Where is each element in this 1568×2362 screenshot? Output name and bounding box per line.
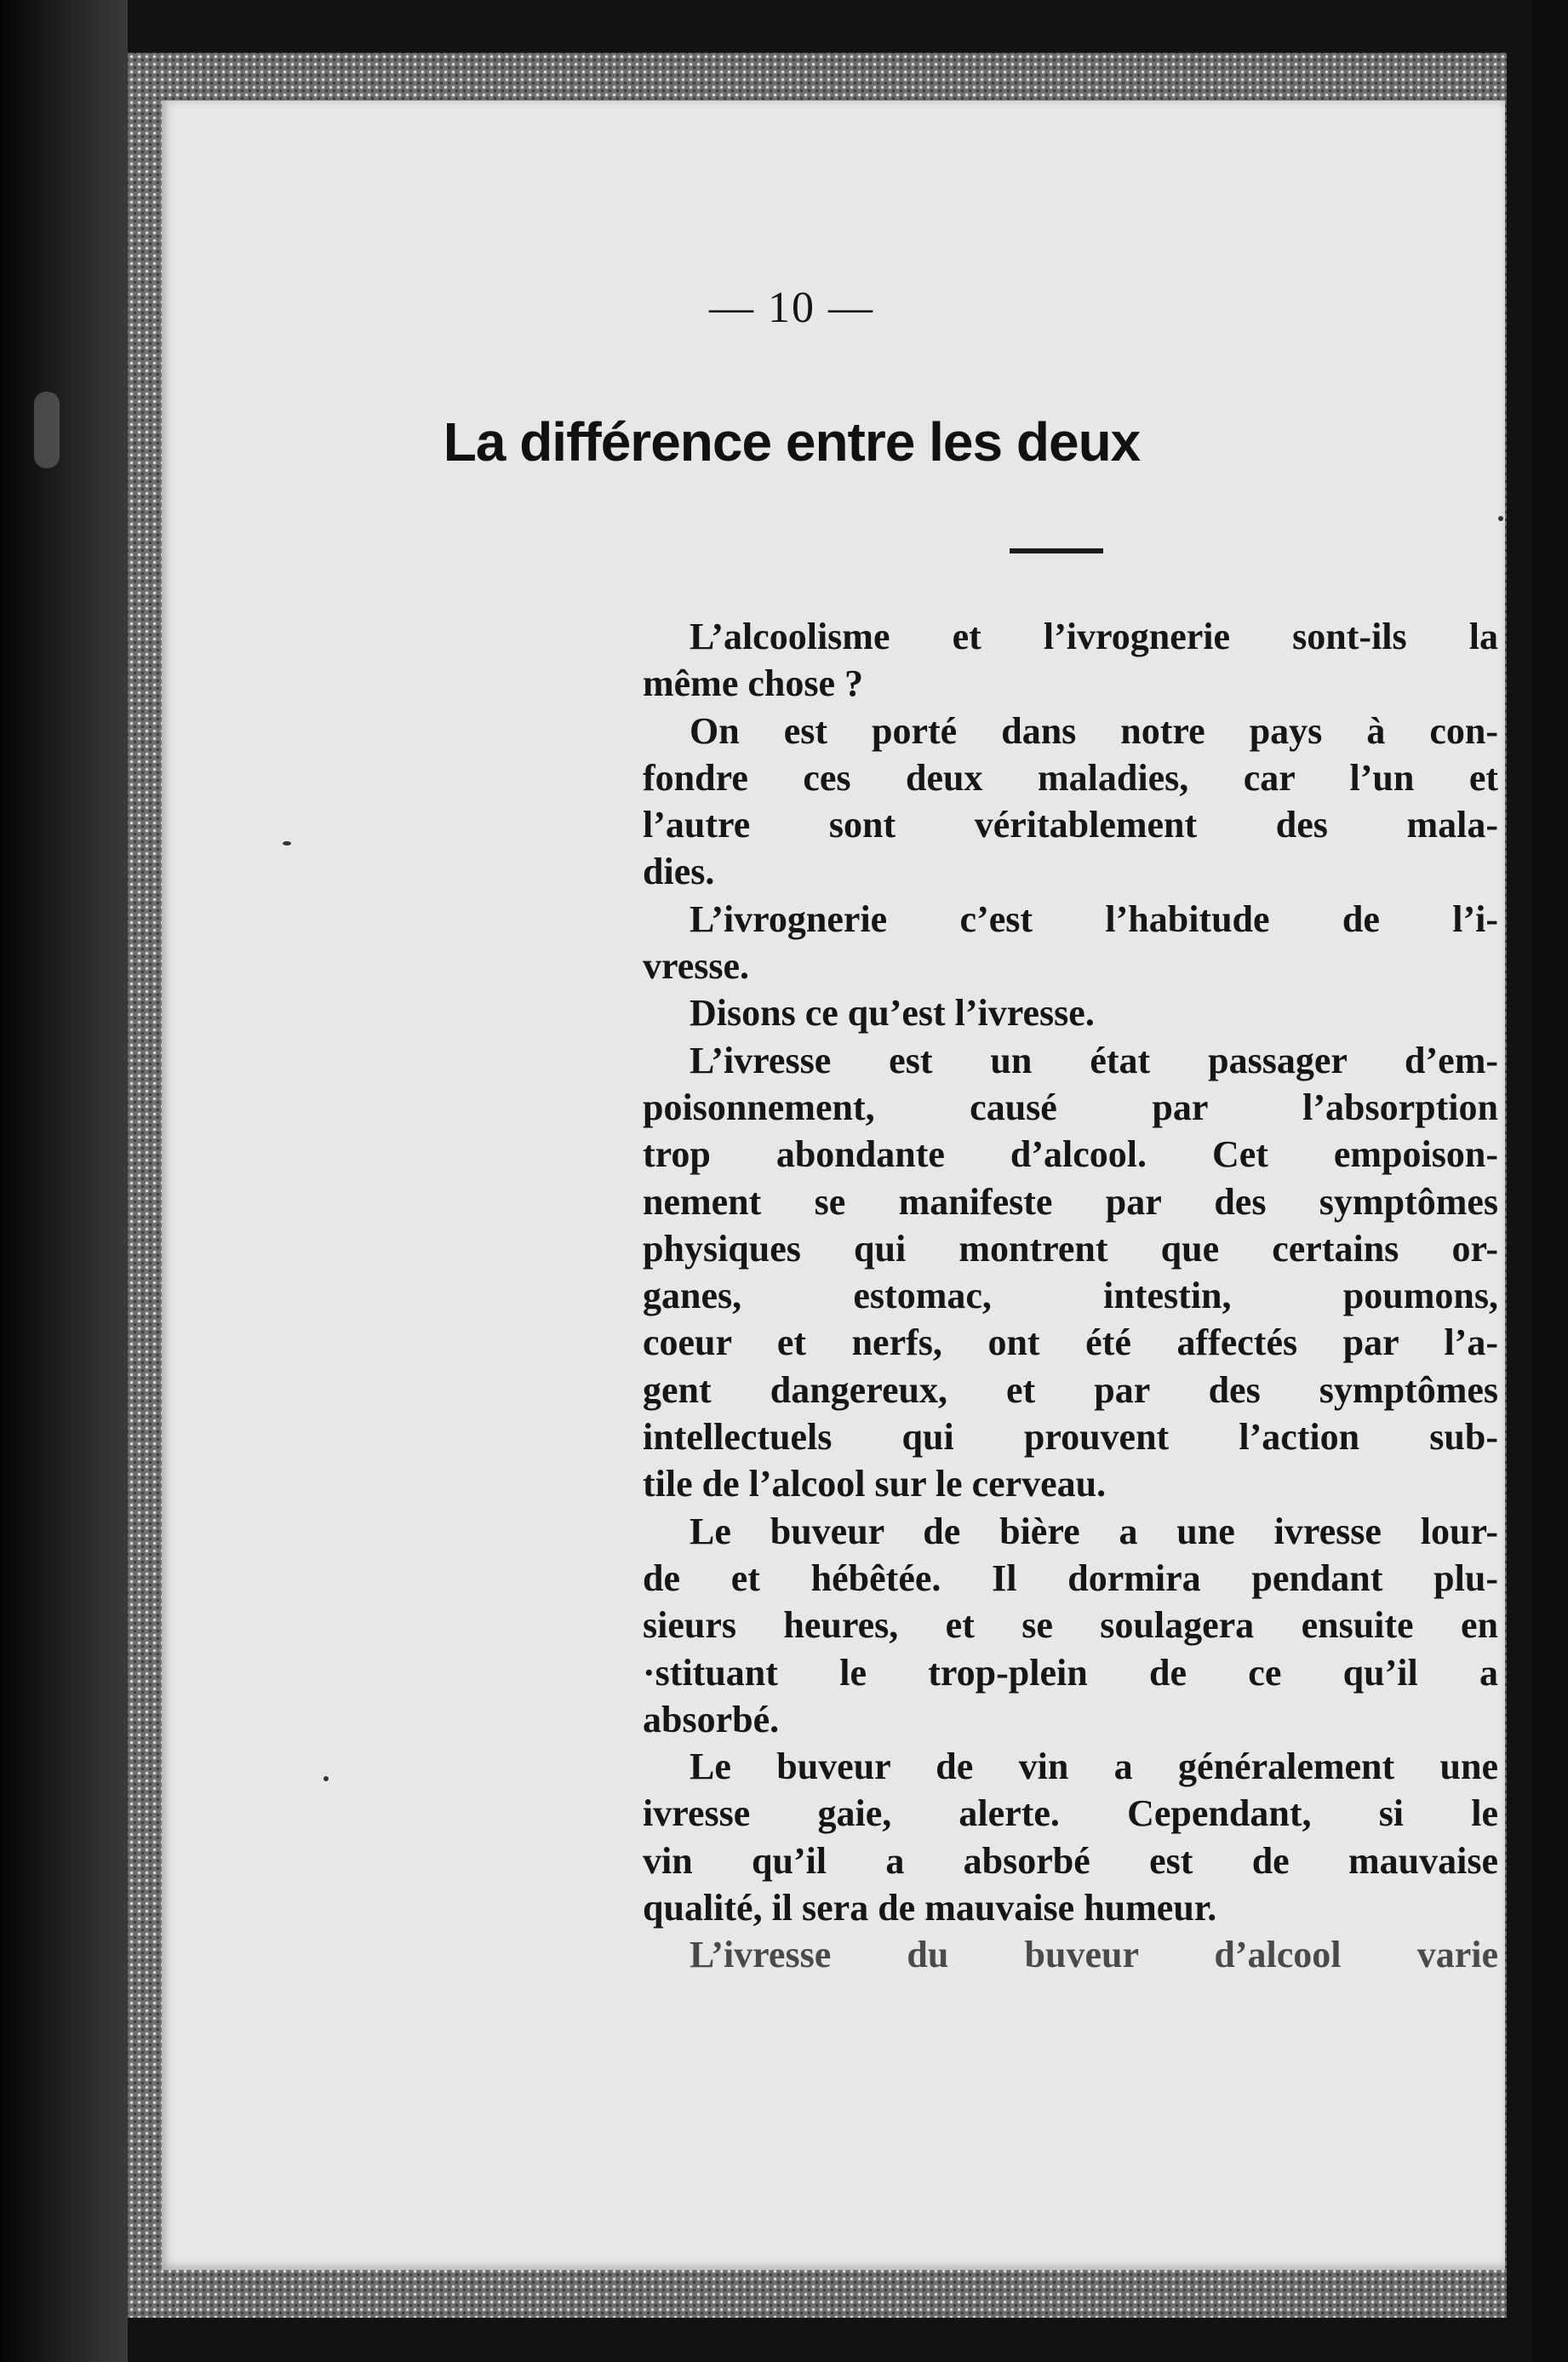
text-line: qualité, il sera de mauvaise humeur. — [643, 1887, 1217, 1929]
text-line: ganes, estomac, intestin, poumons, — [643, 1275, 1498, 1317]
speck — [323, 1776, 329, 1781]
text-line: dies. — [643, 851, 715, 893]
text-line: poisonnement, causé par l’absorption — [643, 1086, 1498, 1128]
speck — [283, 841, 291, 846]
text-line: même chose ? — [643, 662, 864, 705]
speck — [1498, 516, 1503, 521]
text-line: l’autre sont véritablement des mala- — [643, 804, 1498, 846]
text-line: physiques qui montrent que certains or- — [643, 1227, 1498, 1270]
text-line: vin qu’il a absorbé est de mauvaise — [643, 1839, 1498, 1882]
text-line: L’ivrognerie c’est l’habitude de l’i- — [690, 897, 1498, 940]
text-line: Le buveur de bière a une ivresse lour- — [690, 1510, 1498, 1552]
text-line: vresse. — [643, 945, 750, 988]
text-line: intellectuels qui prouvent l’action sub- — [643, 1416, 1498, 1459]
text-line: L’alcoolisme et l’ivrognerie sont-ils la — [690, 616, 1498, 657]
text-line: gent dangereux, et par des symptômes — [643, 1368, 1498, 1411]
text-line: Disons ce qu’est l’ivresse. — [690, 992, 1095, 1035]
chapter-title: La différence entre les deux — [443, 411, 1141, 473]
text-line: sieurs heures, et se soulagera ensuite en — [643, 1604, 1498, 1647]
book-page — [162, 100, 1505, 2270]
text-line: Le buveur de vin a généralement une — [690, 1746, 1498, 1788]
text-line: de et hébêtée. Il dormira pendant plu- — [643, 1557, 1498, 1599]
body-text — [643, 613, 1498, 1979]
text-line: L’ivresse est un état passager d’em- — [690, 1039, 1498, 1081]
spine-highlight — [34, 392, 60, 468]
text-line: fondre ces deux maladies, car l’un et — [643, 756, 1498, 799]
text-line: ·stituant le trop-plein de ce qu’il a — [643, 1651, 1498, 1694]
scan-right-edge — [1532, 0, 1568, 2362]
text-line: trop abondante d’alcool. Cet empoison- — [643, 1133, 1498, 1176]
text-line: coeur et nerfs, ont été affectés par l’a- — [643, 1321, 1498, 1364]
text-line: absorbé. — [643, 1698, 780, 1740]
book-spine — [0, 0, 128, 2362]
page-number: — 10 — — [709, 284, 874, 332]
text-line: L’ivresse du buveur d’alcool varie — [690, 1934, 1498, 1976]
text-line: tile de l’alcool sur le cerveau. — [643, 1463, 1107, 1505]
text-line: nement se manifeste par des symptômes — [643, 1180, 1498, 1223]
text-line: ivresse gaie, alerte. Cependant, si le — [643, 1792, 1498, 1835]
title-rule — [1010, 548, 1103, 553]
text-line: On est porté dans notre pays à con- — [690, 709, 1498, 752]
